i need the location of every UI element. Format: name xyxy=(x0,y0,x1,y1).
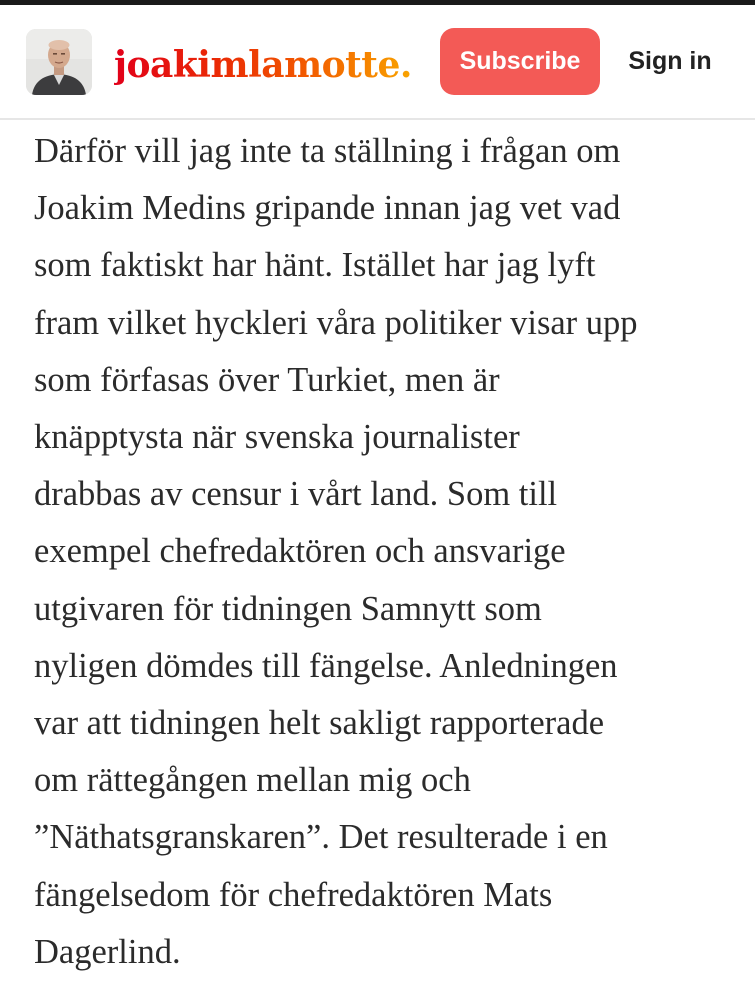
avatar[interactable] xyxy=(26,29,92,95)
article-paragraph: Därför vill jag inte ta ställning i frågan om Joakim Medins gripande innan jag vet vad som faktiskt har hänt. Istället har jag lyft fram vilket hyckleri våra politiker visar upp som förfasas över Turkiet, men är knäpptysta när svenska journalister drabbas av censur i vårt land. Som till exempel chefredaktören och ansvarige utgivaren för tidningen Samnytt som nyligen dömdes till fängelse. Anledningen var att tidningen helt sakligt rapporterade om rättegången mellan mig och ”Näthatsgranskaren”. Det resulterade i en fängelsedom för chefredaktören Mats Dagerlind. xyxy=(34,132,638,971)
site-logo-text[interactable]: joakimlamotte. xyxy=(114,35,412,95)
site-header xyxy=(0,5,755,120)
sign-in-button[interactable]: Sign in xyxy=(616,28,724,95)
subscribe-button[interactable]: Subscribe xyxy=(440,28,600,95)
person-photo-icon xyxy=(26,29,92,95)
